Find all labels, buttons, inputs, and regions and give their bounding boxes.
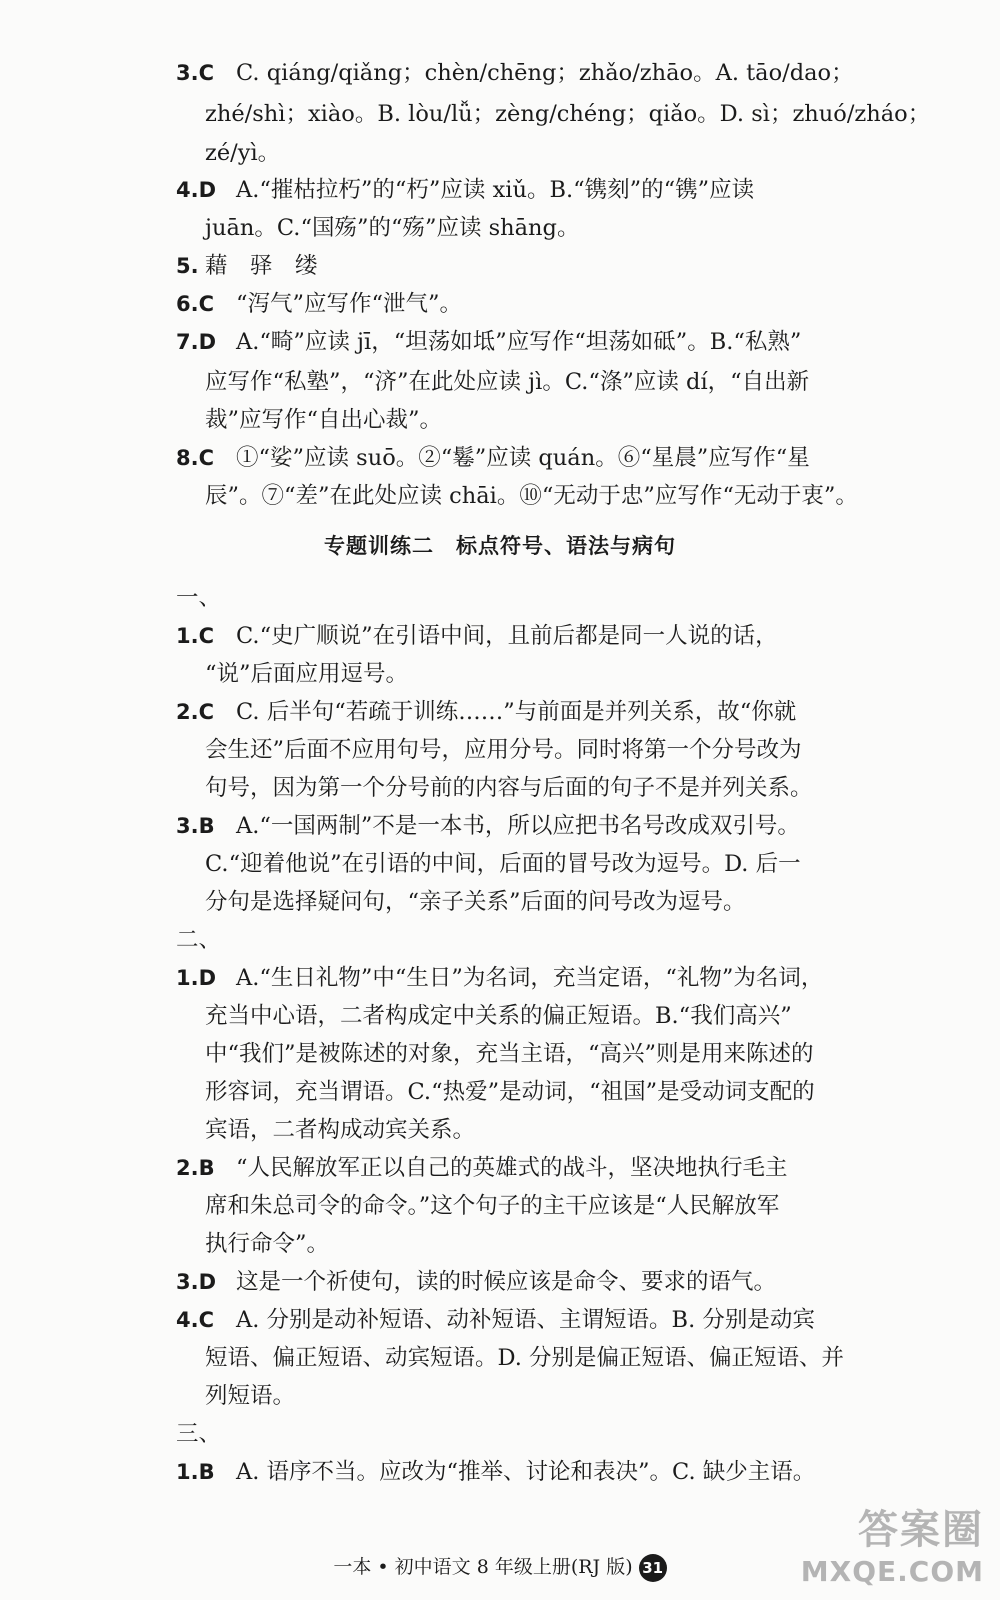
watermark-url: MXQE.COM [800, 1555, 984, 1588]
watermark-text: 答案圈 [858, 1507, 984, 1553]
page-number: 31 [639, 1554, 667, 1582]
footer-text: 一本 • 初中语文 8 年级上册(RJ 版) [333, 1556, 633, 1578]
watermark-logo [801, 1498, 984, 1588]
